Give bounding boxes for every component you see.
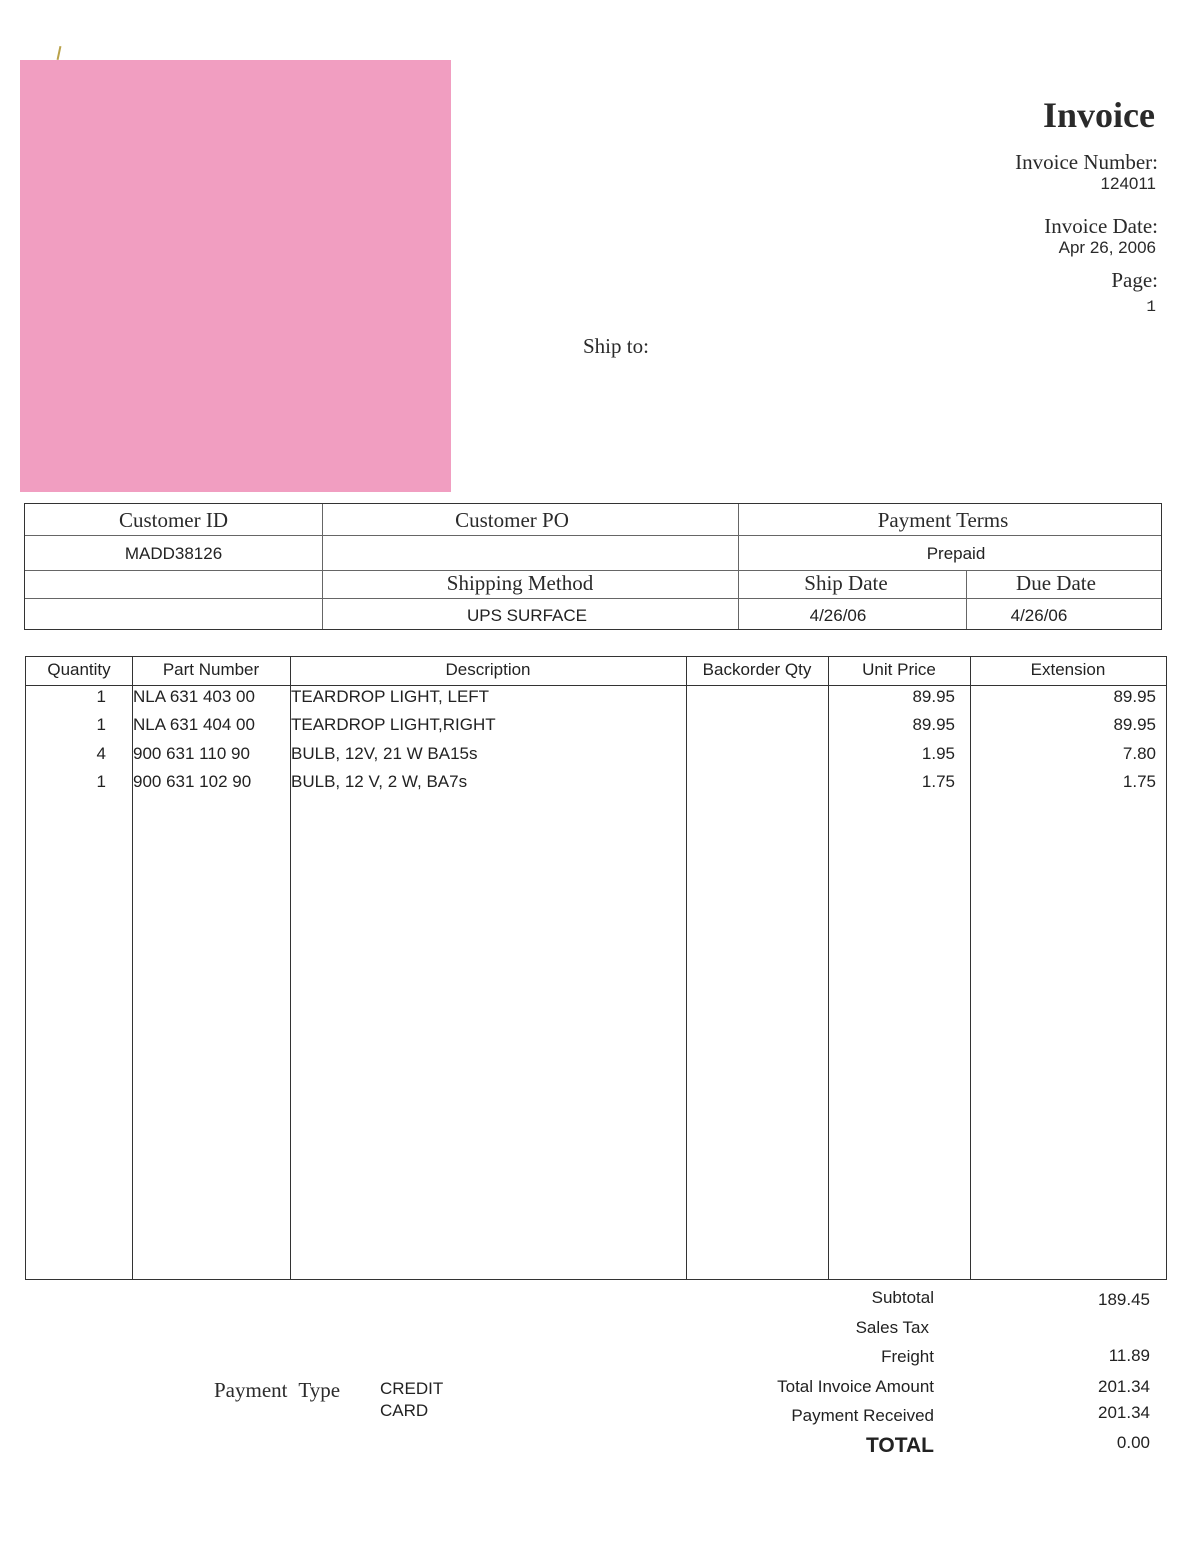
payment-terms-value: Prepaid bbox=[926, 544, 986, 563]
col-header-backorder-qty: Backorder Qty bbox=[702, 660, 812, 679]
item-description: TEARDROP LIGHT, LEFT bbox=[291, 687, 490, 706]
ship-date-value: 4/26/06 bbox=[809, 606, 867, 625]
item-part-number: 900 631 102 90 bbox=[133, 772, 252, 791]
item-part-number: NLA 631 404 00 bbox=[133, 715, 255, 734]
item-description: TEARDROP LIGHT,RIGHT bbox=[291, 715, 496, 734]
total-label: TOTAL bbox=[865, 1434, 934, 1457]
item-quantity: 1 bbox=[96, 772, 106, 791]
table-row bbox=[26, 711, 1166, 739]
col-header-description: Description bbox=[445, 660, 531, 679]
due-date-value: 4/26/06 bbox=[1010, 606, 1068, 625]
invoice-title: Invoice bbox=[1043, 95, 1155, 135]
payment-type-line-1: CREDIT bbox=[380, 1379, 444, 1398]
table-row bbox=[26, 740, 1166, 768]
invoice-date: Apr 26, 2006 bbox=[1058, 238, 1156, 257]
customer-po-label: Customer PO bbox=[455, 508, 569, 532]
col-header-extension: Extension bbox=[1030, 660, 1106, 679]
ship-date-label: Ship Date bbox=[804, 571, 888, 595]
invoice-number: 124011 bbox=[1100, 174, 1156, 193]
redacted-address-block bbox=[20, 60, 451, 492]
payment-received-label: Payment Received bbox=[791, 1406, 934, 1425]
customer-id-value: MADD38126 bbox=[124, 544, 223, 563]
item-quantity: 1 bbox=[96, 687, 106, 706]
col-header-unit-price: Unit Price bbox=[862, 660, 936, 679]
payment-received-value: 201.34 bbox=[1098, 1403, 1150, 1422]
item-quantity: 1 bbox=[96, 715, 106, 734]
table-row bbox=[26, 683, 1166, 711]
total-value: 0.00 bbox=[1116, 1433, 1150, 1452]
shipping-method-value: UPS SURFACE bbox=[467, 606, 587, 625]
item-extension: 1.75 bbox=[1122, 772, 1156, 791]
page-number: 1 bbox=[1146, 298, 1156, 316]
col-header-quantity: Quantity bbox=[47, 660, 111, 679]
customer-id-label: Customer ID bbox=[118, 508, 229, 532]
item-extension: 7.80 bbox=[1122, 744, 1156, 763]
due-date-label: Due Date bbox=[1016, 571, 1096, 595]
item-part-number: NLA 631 403 00 bbox=[133, 687, 255, 706]
line-items-table bbox=[25, 656, 1167, 1280]
freight-value: 11.89 bbox=[1108, 1346, 1150, 1365]
payment-type-line-2: CARD bbox=[380, 1401, 429, 1420]
item-unit-price: 89.95 bbox=[912, 687, 955, 706]
payment-type-label: Payment Type bbox=[214, 1378, 341, 1402]
item-part-number: 900 631 110 90 bbox=[133, 744, 250, 763]
col-header-part-number: Part Number bbox=[162, 660, 260, 679]
table-row bbox=[26, 768, 1166, 796]
customer-info-table bbox=[24, 503, 1162, 630]
subtotal-value: 189.45 bbox=[1098, 1290, 1150, 1309]
freight-label: Freight bbox=[881, 1347, 934, 1366]
item-unit-price: 89.95 bbox=[912, 715, 955, 734]
subtotal-label: Subtotal bbox=[871, 1288, 934, 1307]
invoice-number-label: Invoice Number: bbox=[1015, 150, 1158, 174]
item-description: BULB, 12V, 21 W BA15s bbox=[291, 744, 478, 763]
pen-mark bbox=[57, 46, 62, 60]
item-extension: 89.95 bbox=[1113, 687, 1156, 706]
payment-type-value bbox=[380, 1378, 500, 1422]
item-description: BULB, 12 V, 2 W, BA7s bbox=[291, 772, 468, 791]
total-invoice-amount-value: 201.34 bbox=[1098, 1377, 1150, 1396]
item-unit-price: 1.95 bbox=[921, 744, 955, 763]
item-unit-price: 1.75 bbox=[921, 772, 955, 791]
total-invoice-amount-label: Total Invoice Amount bbox=[777, 1377, 934, 1396]
item-extension: 89.95 bbox=[1113, 715, 1156, 734]
payment-terms-label: Payment Terms bbox=[877, 508, 1009, 532]
ship-to-label: Ship to: bbox=[583, 334, 649, 358]
sales-tax-label: Sales Tax bbox=[855, 1318, 929, 1337]
shipping-method-label: Shipping Method bbox=[446, 571, 594, 595]
item-quantity: 4 bbox=[96, 744, 106, 763]
page-label: Page: bbox=[1111, 268, 1158, 292]
invoice-date-label: Invoice Date: bbox=[1044, 214, 1158, 238]
